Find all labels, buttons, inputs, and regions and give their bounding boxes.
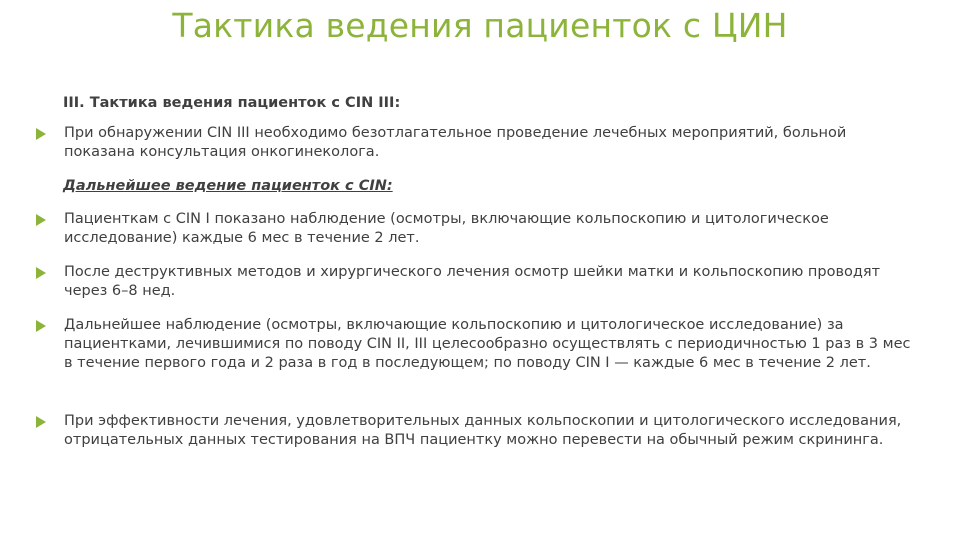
- triangle-right-icon: [36, 320, 46, 332]
- slide-title: Тактика ведения пациенток с ЦИН: [172, 6, 788, 45]
- bullet-text: Пациенткам с CIN I показано наблюдение (осмотры, включающие кольпоскопию и цитологическое исследование) каждые 6 мес в течение 2 лет.: [64, 211, 829, 246]
- bullet-item: [36, 210, 916, 248]
- bullet-item: [36, 263, 916, 301]
- bullet-item: [36, 412, 916, 450]
- triangle-right-icon: [36, 128, 46, 140]
- bullet-text: При обнаружении CIN III необходимо безотлагательное проведение лечебных мероприятий, больной показана консультация онкогинеколога.: [64, 125, 847, 160]
- triangle-right-icon: [36, 267, 46, 279]
- bullet-text: При эффективности лечения, удовлетворительных данных кольпоскопии и цитологического исследования, отрицательных данных тестирования на ВПЧ пациентку можно перевести на обычный режим скрининга.: [64, 413, 902, 448]
- section-subheading: Дальнейшее ведение пациенток с CIN:: [63, 178, 393, 194]
- triangle-right-icon: [36, 416, 46, 428]
- bullet-item: [36, 124, 916, 162]
- triangle-right-icon: [36, 214, 46, 226]
- bullet-text: После деструктивных методов и хирургического лечения осмотр шейки матки и кольпоскопию проводят через 6–8 нед.: [64, 264, 881, 299]
- bullet-text: Дальнейшее наблюдение (осмотры, включающие кольпоскопию и цитологическое исследование) за пациентками, лечившимися по поводу CIN II, III целесообразно осуществлять с периодичностью 1 раз в 3 мес в течение первого года и 2 раза в год в последующем; по поводу CIN I — каждые 6 мес в течение 2 лет.: [64, 317, 911, 371]
- bullet-item: [36, 316, 916, 373]
- section-heading: III. Тактика ведения пациенток с CIN III:: [63, 95, 401, 111]
